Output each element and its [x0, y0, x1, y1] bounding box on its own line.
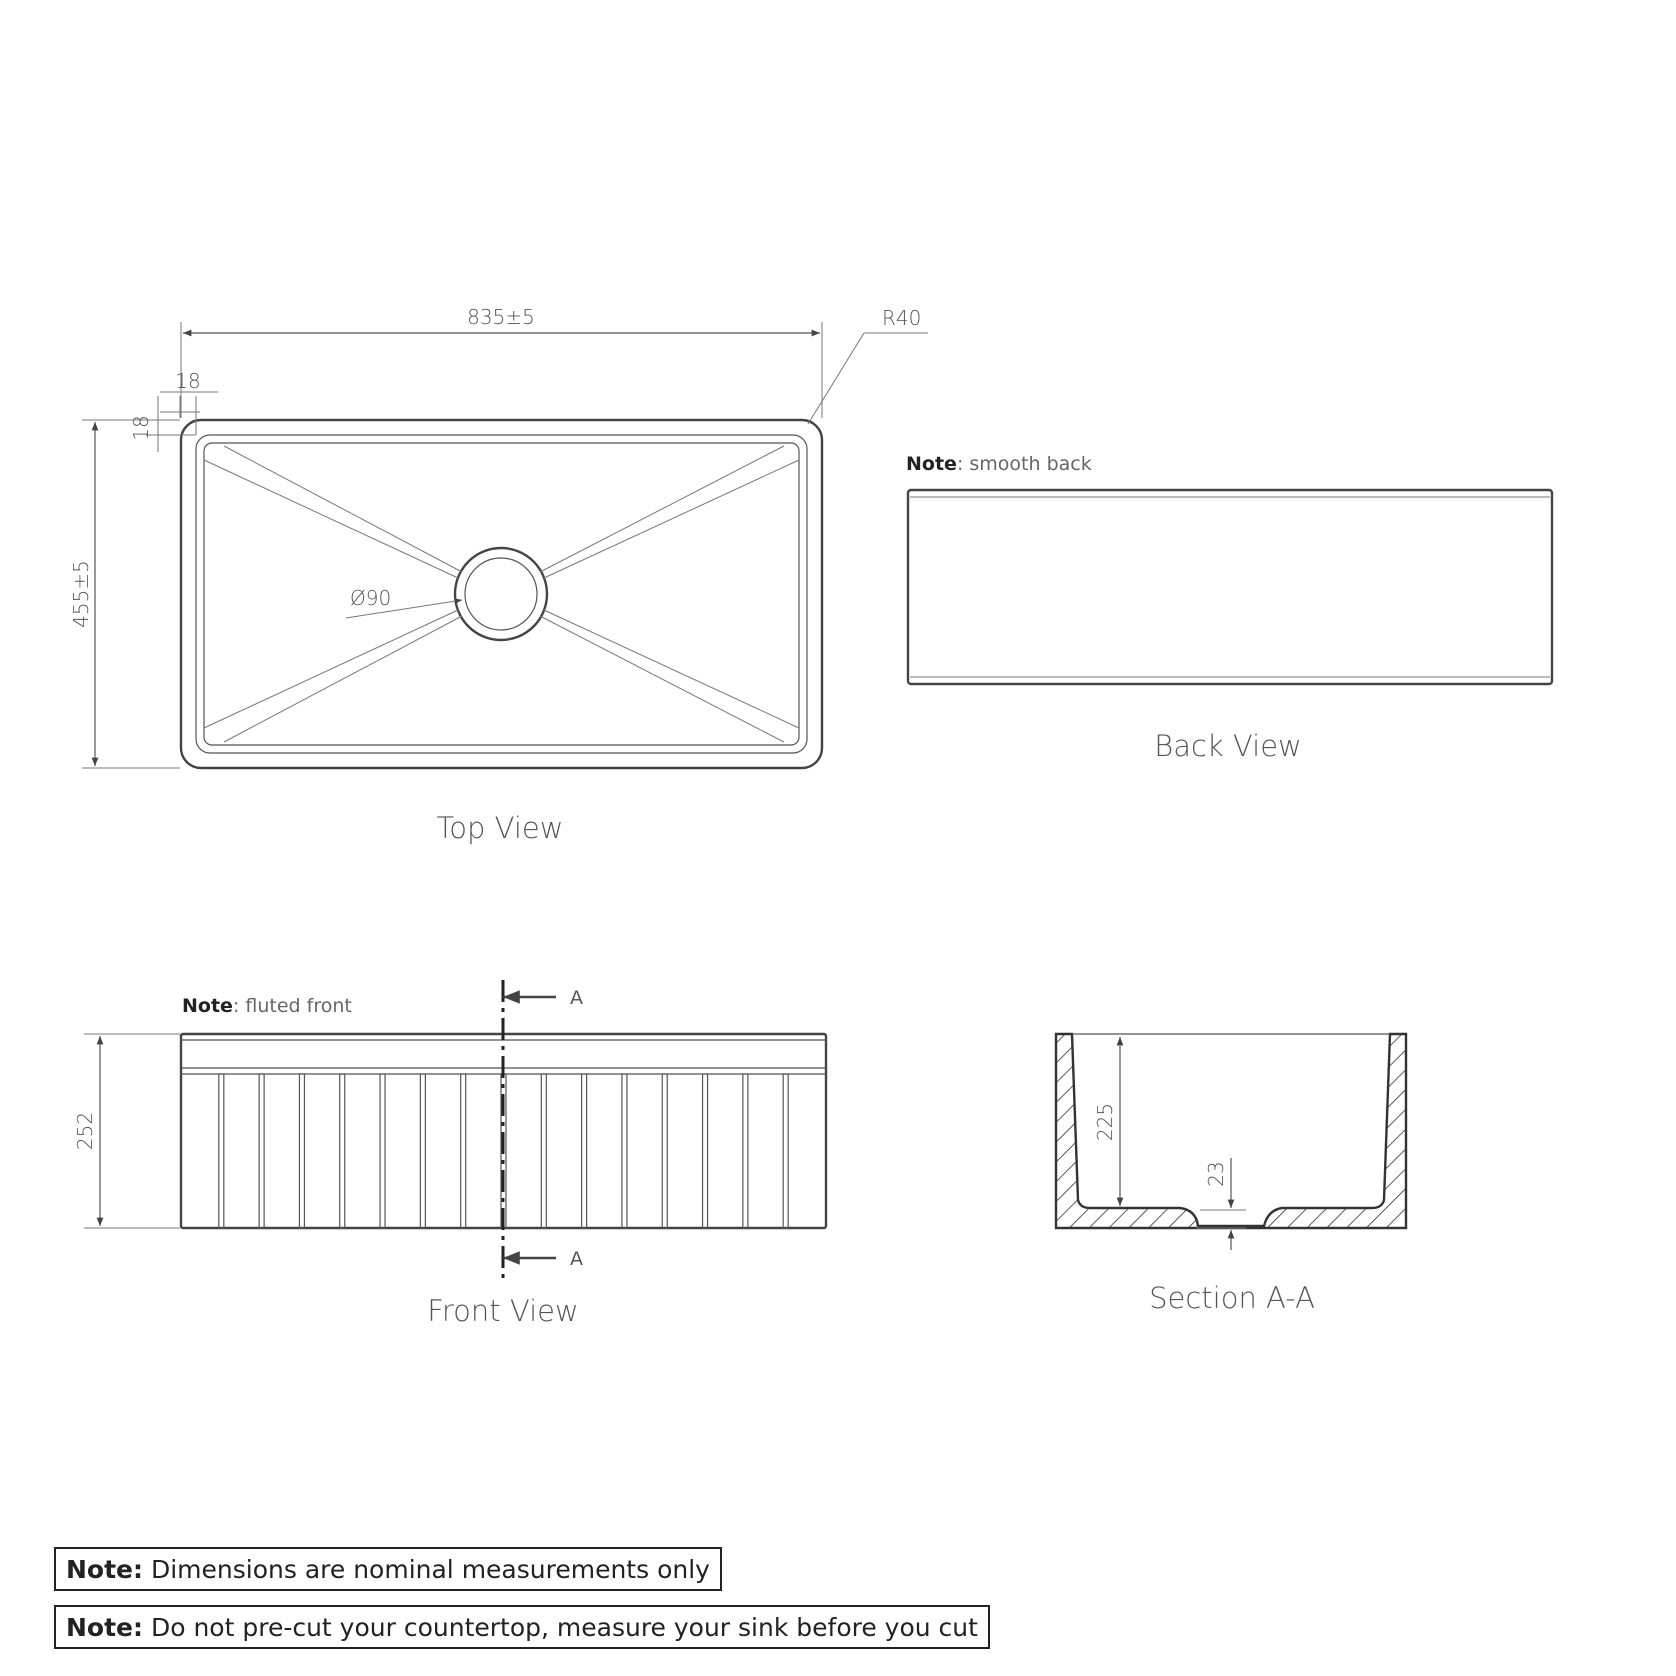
base-thickness-dimension: 23	[1204, 1161, 1228, 1187]
flute-groove	[703, 1074, 708, 1228]
top-view-outer-rim	[181, 420, 822, 768]
footer-note-label: Note:	[66, 1613, 144, 1642]
drain-dimension: Ø90	[350, 586, 392, 610]
depth-dimension: 455±5	[69, 560, 93, 628]
back-view-outline	[908, 490, 1552, 684]
back-view	[906, 453, 1552, 763]
drain-outer	[455, 548, 547, 640]
back-view-note	[906, 453, 1092, 475]
footer-note-text: Dimensions are nominal measurements only	[143, 1555, 710, 1584]
rim-width-dimension: 18	[175, 369, 201, 393]
front-view-note	[182, 995, 352, 1017]
flute-groove	[259, 1074, 264, 1228]
footer-note-nominal	[54, 1547, 722, 1591]
section-view	[1056, 1034, 1406, 1315]
flute-groove	[380, 1074, 385, 1228]
top-view-title: Top View	[436, 811, 564, 845]
footer-note-label: Note:	[66, 1555, 144, 1584]
flute-groove	[622, 1074, 627, 1228]
front-view	[73, 980, 826, 1328]
front-view-title: Front View	[427, 1294, 579, 1328]
flute-groove	[783, 1074, 788, 1228]
drain-inner	[465, 558, 537, 630]
footer-note-text: Do not pre-cut your countertop, measure your sink before you cut	[143, 1613, 978, 1642]
basin-slope-lines	[204, 446, 799, 742]
section-mark-bottom: A	[570, 1248, 583, 1270]
width-dimension: 835±5	[467, 305, 535, 329]
top-view-basin	[204, 443, 799, 745]
flute-groove	[420, 1074, 425, 1228]
flute-groove	[340, 1074, 345, 1228]
radius-leader	[808, 333, 864, 424]
front-note-text: : fluted front	[232, 995, 352, 1017]
footer-note-precut	[54, 1605, 990, 1649]
height-dimension: 252	[73, 1111, 97, 1151]
top-view-inner-rim	[196, 435, 807, 753]
flute-groove	[219, 1074, 224, 1228]
flute-groove	[743, 1074, 748, 1228]
top-view	[69, 305, 928, 845]
flute-groove	[662, 1074, 667, 1228]
back-note-label: Note	[906, 453, 957, 475]
flute-groove	[461, 1074, 466, 1228]
inner-depth-dimension: 225	[1093, 1102, 1117, 1142]
rim-depth-dimension: 18	[129, 415, 153, 441]
flute-groove	[541, 1074, 546, 1228]
section-mark-top: A	[570, 987, 583, 1009]
flute-groove	[582, 1074, 587, 1228]
back-view-title: Back View	[1154, 729, 1302, 763]
front-note-label: Note	[182, 995, 233, 1017]
section-view-title: Section A-A	[1149, 1281, 1315, 1315]
radius-label: R40	[882, 306, 922, 330]
flute-groove	[299, 1074, 304, 1228]
back-note-text: : smooth back	[956, 453, 1092, 475]
